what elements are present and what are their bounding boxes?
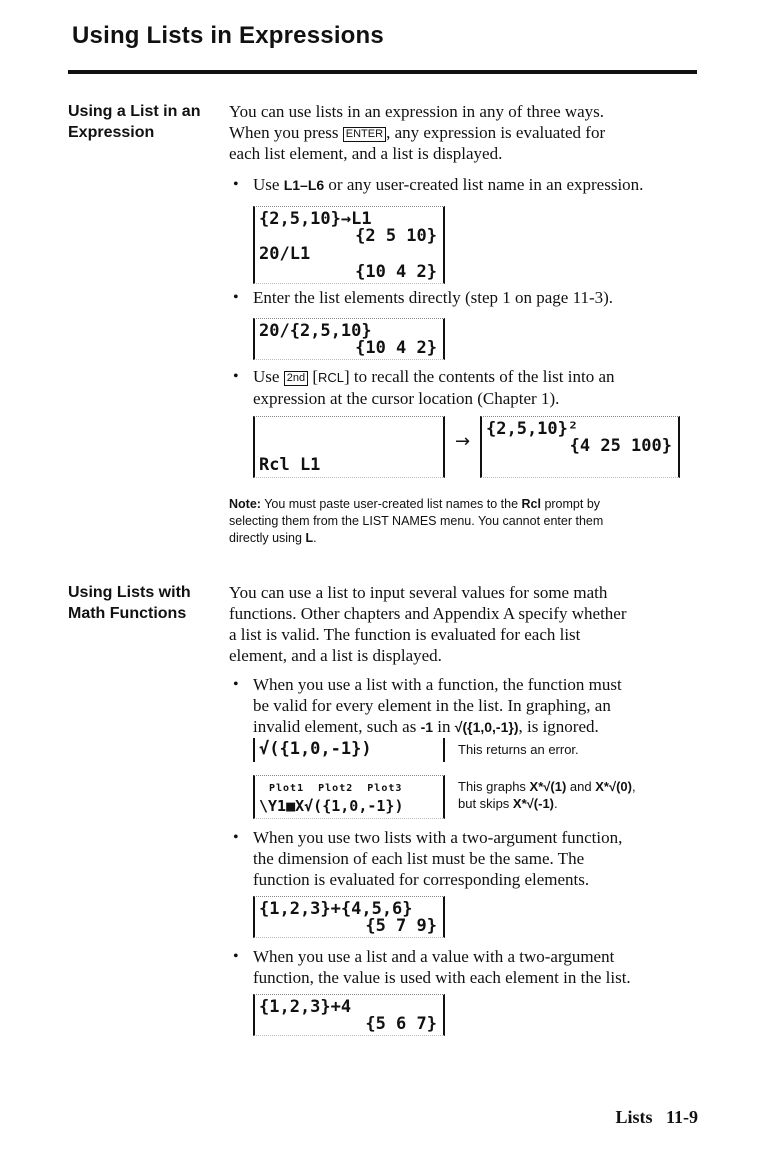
screen-line: \Y1■X√({1,0,-1}) [259,797,404,815]
screen-line: {5 7 9} [365,916,437,936]
page-title: Using Lists in Expressions [72,22,384,49]
screen-line: √({1,0,-1}) [259,739,372,759]
bullet-icon: • [233,829,239,846]
intro-line: a list is valid. The function is evaluated for each list [229,625,581,644]
heading-line: Math Functions [68,605,187,622]
note-line [229,530,603,547]
bullet-icon: • [233,176,239,193]
section-heading-list-in-expression [68,101,200,143]
2nd-key-icon: 2nd [284,371,308,386]
screen-line: Rcl L1 [259,455,321,475]
text: expression at the cursor location (Chapter 1). [253,389,560,408]
list-names: L1–L6 [283,177,325,193]
bullet-icon: • [233,676,239,693]
heading-line: Using Lists with [68,584,191,601]
text: -1 [420,719,434,735]
calculator-screen [253,206,445,284]
screen-line: {10 4 2} [355,262,437,282]
intro-line [229,122,605,143]
section2-intro [229,582,627,666]
text: When you press [229,123,343,142]
text: invalid element, such as [253,717,421,736]
text: X*√(0) [595,779,632,794]
bullet-icon: • [233,289,239,306]
intro-line: functions. Other chapters and Appendix A specify whether [229,604,627,623]
calculator-screen [253,318,445,360]
page-footer: Lists 11-9 [615,1107,698,1127]
text: or any user-created list name in an expression. [324,175,644,194]
bullet-icon: • [233,368,239,385]
text: but skips [458,796,513,811]
calculator-screen [253,896,445,938]
text: √({1,0,-1}) [454,719,519,735]
screen-line: 20/L1 [259,244,311,264]
bullet-item [233,174,644,196]
caption-line [458,778,636,795]
heading-line: Expression [68,124,155,141]
intro-line: You can use a list to input several values for some math [229,583,608,602]
screen-line: {2,5,10}² [486,419,579,439]
text: in [433,717,455,736]
rcl-label: RCL [317,370,344,385]
text: . [313,531,317,545]
text: Use [253,175,284,194]
screen-line: Plot1 Plot2 Plot3 [269,783,403,794]
calculator-screen [253,994,445,1036]
arrow-right-icon: → [455,431,471,452]
text: Rcl [521,497,541,511]
screen-line: {1,2,3}+4 [259,997,352,1017]
screen-line: {4 25 100} [569,436,672,456]
calculator-screen [253,738,445,762]
calculator-screen [480,416,680,478]
text: ] to recall the contents of the list into an [344,367,615,386]
text: X*√(1) [529,779,567,794]
text: the dimension of each list must be the same. The [253,849,585,868]
text: [ [308,367,318,386]
note-line [229,496,603,513]
intro-line: You can use lists in an expression in any of three ways. [229,102,605,121]
calculator-screen [253,416,445,478]
title-rule [68,70,697,74]
caption: This returns an error. [458,742,579,757]
intro-line: element, and a list is displayed. [229,646,442,665]
note-label: Note: [229,497,261,511]
screen-line: 20/{2,5,10} [259,321,372,341]
text: You must paste user-created list names to the [260,497,522,511]
text: This graphs [458,779,530,794]
text: and [566,779,596,794]
bullet-icon: • [233,948,239,965]
screen-line: {1,2,3}+{4,5,6} [259,899,413,919]
text: When you use a list with a function, the function must [253,675,622,694]
bullet-item [233,287,614,308]
text: When you use two lists with a two-argument function, [253,828,623,847]
bullet-item [233,366,615,409]
enter-key-icon: ENTER [343,127,386,142]
text: Use [253,367,284,386]
section-heading-math-functions [68,582,191,624]
intro-line: each list element, and a list is displayed. [229,144,503,163]
screen-line: {5 6 7} [365,1014,437,1034]
text: L [305,531,314,545]
screen-line: {10 4 2} [355,338,437,358]
caption-line [458,795,636,812]
text: , is ignored. [518,717,599,736]
text: X*√(-1) [512,796,555,811]
heading-line: Using a List in an [68,103,201,120]
text: prompt by [540,497,601,511]
text: , any expression is evaluated for [386,123,606,142]
calculator-screen [253,775,445,819]
section1-intro [229,101,605,164]
screen-line: {2,5,10}→L1 [259,209,372,229]
caption [458,778,636,812]
bullet-item [233,946,631,988]
text: be valid for every element in the list. In graphing, an [253,696,611,715]
bullet-item [233,674,622,738]
text: directly using [229,531,306,545]
bullet-item [233,827,623,890]
note [229,496,603,547]
text: , [632,779,636,794]
text: function, the value is used with each element in the list. [253,968,631,987]
note-line: selecting them from the LIST NAMES menu. You cannot enter them [229,514,604,528]
text: . [554,796,558,811]
text: function is evaluated for corresponding elements. [253,870,590,889]
text: When you use a list and a value with a two-argument [253,947,615,966]
screen-line: {2 5 10} [355,226,437,246]
text: Enter the list elements directly (step 1 on page 11-3). [253,288,614,307]
text [253,716,622,738]
